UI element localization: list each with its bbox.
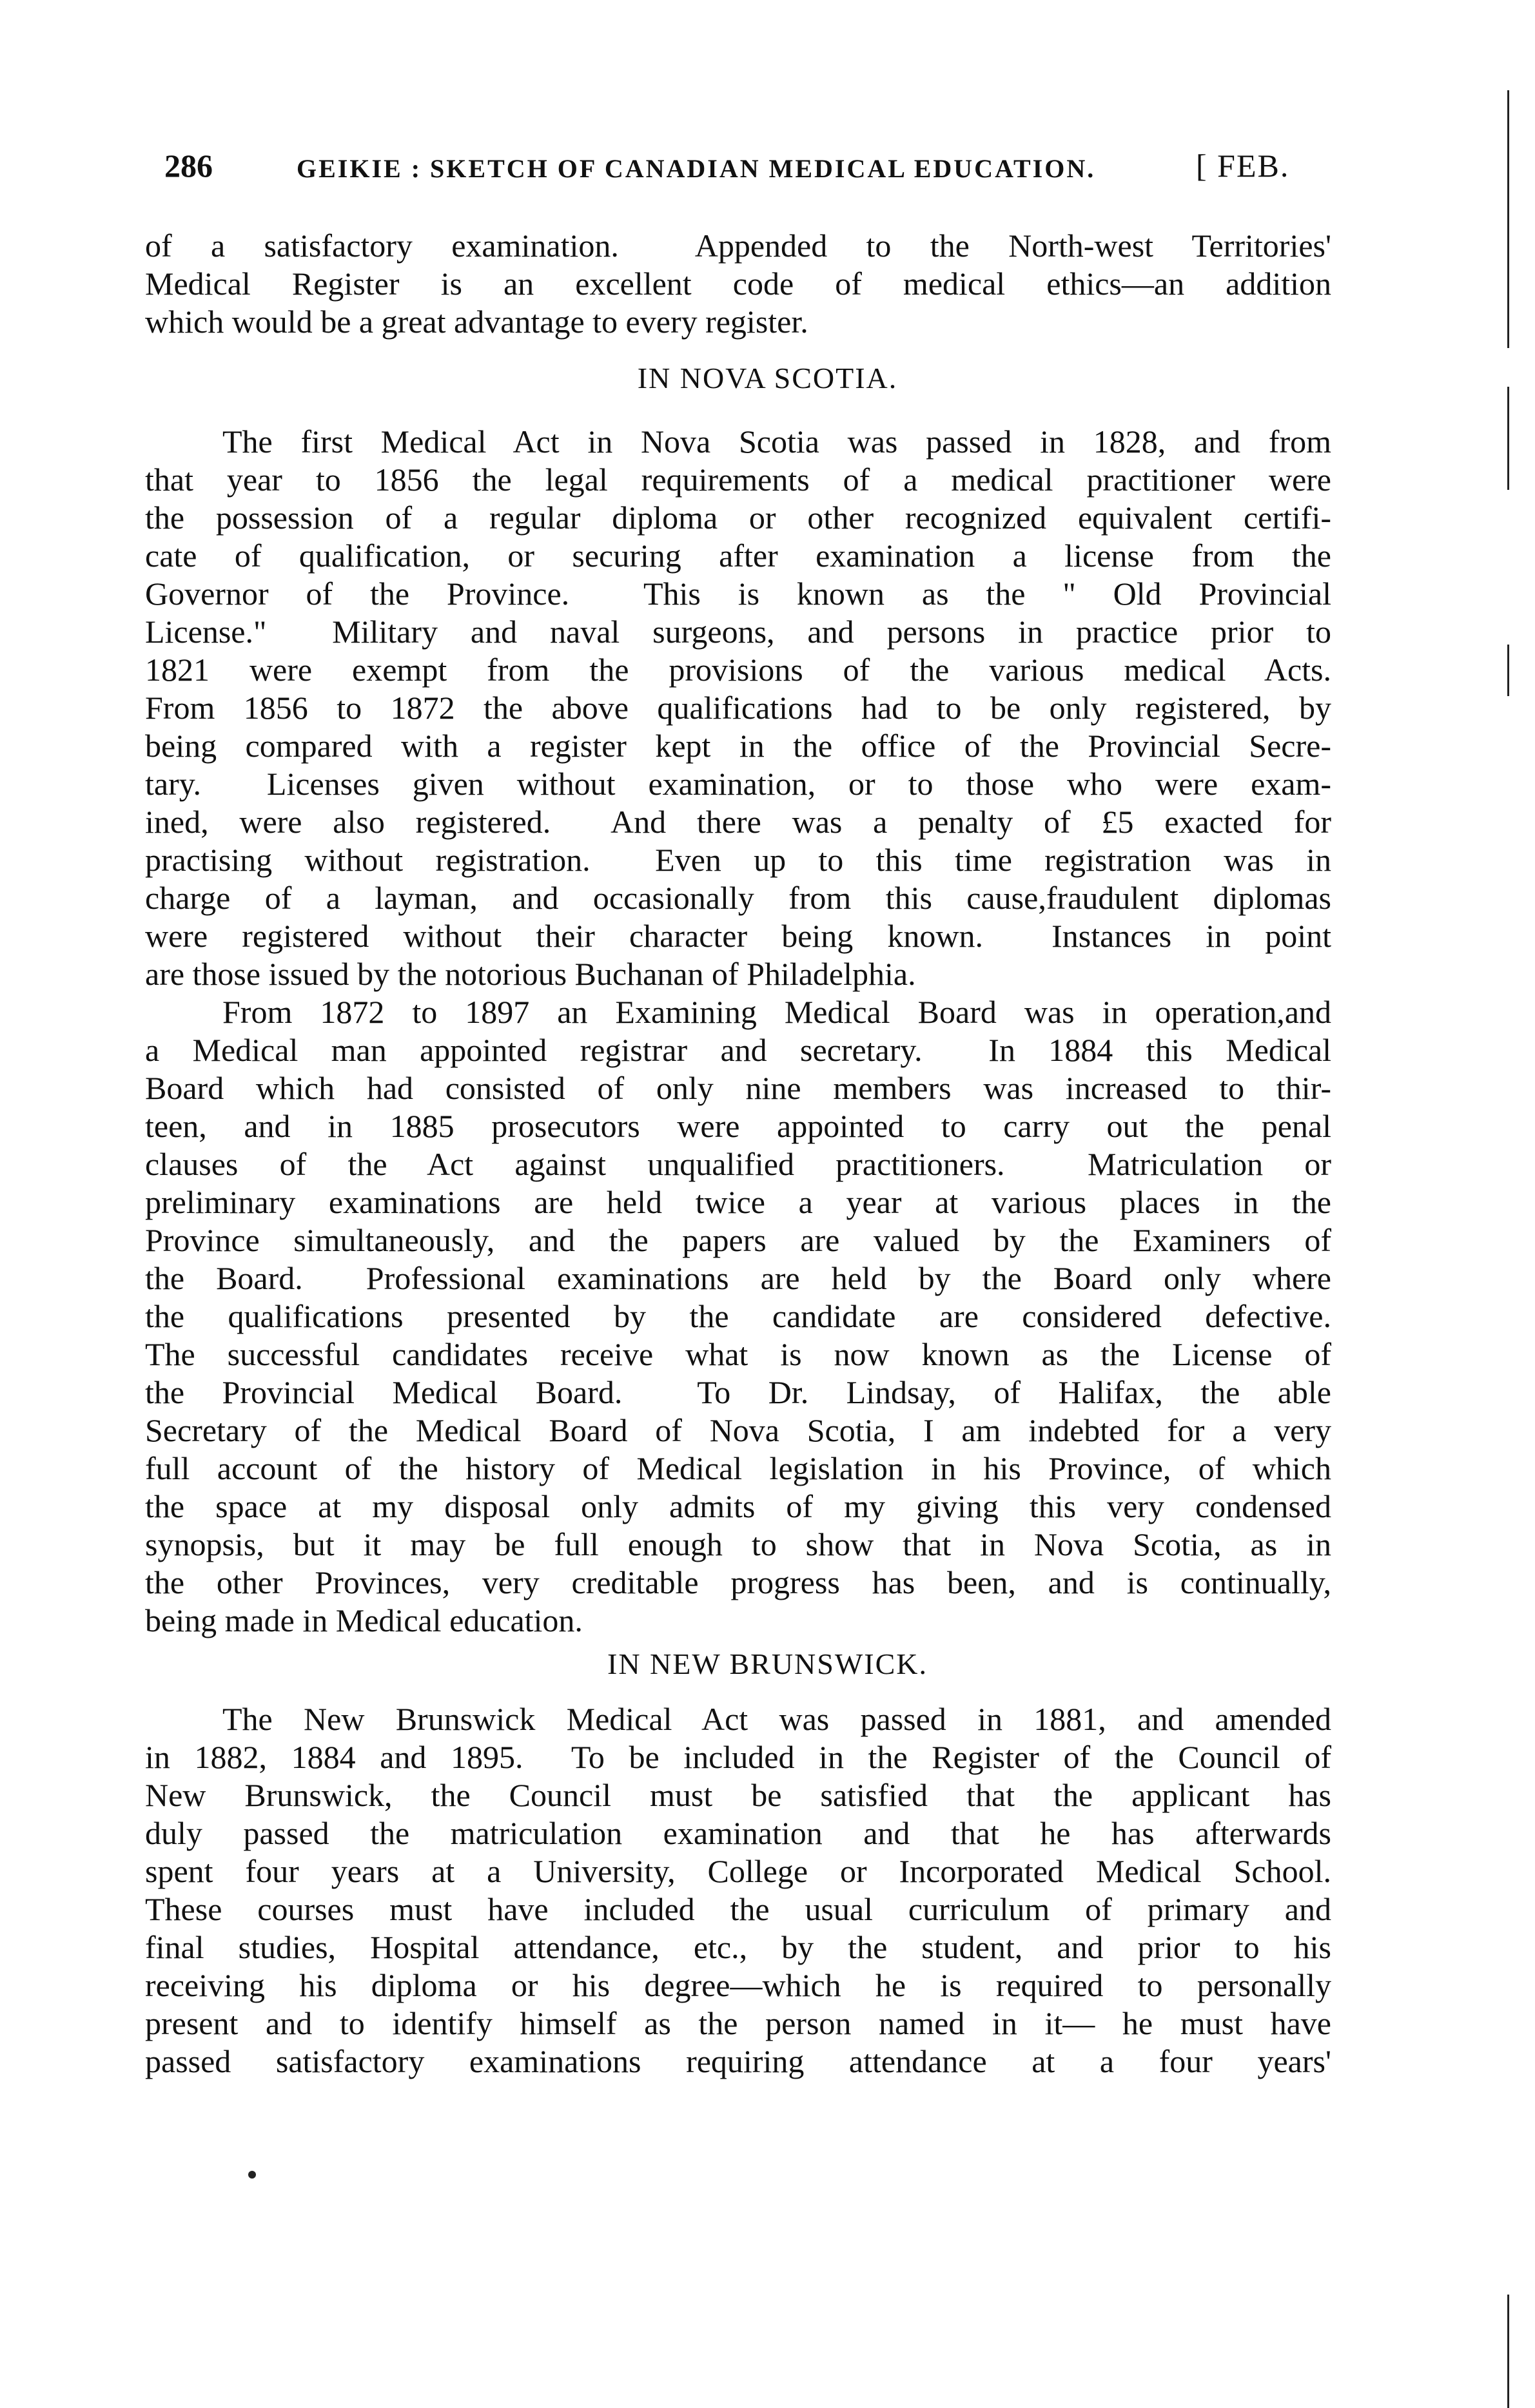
text-line: passed satisfactory examinations requiring attendance at a four years' <box>145 2043 1331 2079</box>
text-line: are those issued by the notorious Buchanan of Philadelphia. <box>145 956 916 992</box>
text-line: final studies, Hospital attendance, etc., by the student, and prior to his <box>145 1929 1331 1965</box>
text-line: which would be a great advantage to every register. <box>145 304 808 340</box>
text-line: ined, were also registered. And there was a penalty of £5 exacted for <box>145 804 1331 840</box>
text-line: cate of qualification, or securing after examination a license from the <box>145 538 1331 574</box>
text-line: present and to identify himself as the person named in it— he must have <box>145 2005 1331 2041</box>
scan-edge-line <box>1507 645 1509 696</box>
text-line: The New Brunswick Medical Act was passed in 1881, and amended <box>222 1701 1331 1737</box>
text-line: clauses of the Act against unqualified practitioners. Matriculation or <box>145 1146 1331 1182</box>
text-line: tary. Licenses given without examination, or to those who were exam- <box>145 766 1331 802</box>
text-line: teen, and in 1885 prosecutors were appointed to carry out the penal <box>145 1108 1331 1144</box>
text-line: From 1872 to 1897 an Examining Medical Board was in operation,and <box>222 994 1331 1030</box>
scan-edge-line <box>1507 90 1509 348</box>
text-line: synopsis, but it may be full enough to show that in Nova Scotia, as in <box>145 1526 1331 1562</box>
text-line: Board which had consisted of only nine members was increased to thir- <box>145 1070 1331 1106</box>
text-line: The successful candidates receive what is now known as the License of <box>145 1336 1331 1372</box>
text-line: a Medical man appointed registrar and secretary. In 1884 this Medical <box>145 1032 1331 1068</box>
opening-paragraph <box>145 227 1331 341</box>
text-line: 1821 were exempt from the provisions of the various medical Acts. <box>145 652 1331 688</box>
running-head <box>164 147 1325 199</box>
text-line: were registered without their character being known. Instances in point <box>145 918 1331 954</box>
text-line: the other Provinces, very creditable progress has been, and is continually, <box>145 1564 1331 1600</box>
text-line: New Brunswick, the Council must be satisfied that the applicant has <box>145 1777 1331 1813</box>
new-brunswick-paragraph-1 <box>145 1700 1331 2081</box>
text-line: of a satisfactory examination. Appended to the North-west Territories' <box>145 228 1331 264</box>
text-line: preliminary examinations are held twice a year at various places in the <box>145 1184 1331 1220</box>
scan-edge-line <box>1507 387 1509 490</box>
text-line: in 1882, 1884 and 1895. To be included in the Register of the Council of <box>145 1739 1331 1775</box>
scan-edge-line <box>1507 2295 1509 2408</box>
page-number: 286 <box>164 148 213 184</box>
section-heading-nova-scotia: IN NOVA SCOTIA. <box>637 362 898 394</box>
text-line: being made in Medical education. <box>145 1602 583 1638</box>
text-line: the qualifications presented by the candidate are considered defective. <box>145 1298 1331 1334</box>
text-line: charge of a layman, and occasionally from this cause,fraudulent diplomas <box>145 880 1331 916</box>
text-line: Governor of the Province. This is known as the " Old Provincial <box>145 576 1331 612</box>
section-heading-new-brunswick: IN NEW BRUNSWICK. <box>607 1647 928 1680</box>
text-line: practising without registration. Even up to this time registration was in <box>145 842 1331 878</box>
text-line: License." Military and naval surgeons, and persons in practice prior to <box>145 614 1331 650</box>
scan-speck <box>248 2171 256 2179</box>
text-line: the Provincial Medical Board. To Dr. Lindsay, of Halifax, the able <box>145 1374 1331 1410</box>
text-line: full account of the history of Medical legislation in his Province, of which <box>145 1450 1331 1486</box>
text-line: the possession of a regular diploma or other recognized equivalent certifi- <box>145 500 1331 536</box>
text-line: Province simultaneously, and the papers are valued by the Examiners of <box>145 1222 1331 1258</box>
text-line: receiving his diploma or his degree—which he is required to personally <box>145 1967 1331 2003</box>
nova-scotia-paragraph-2 <box>145 993 1331 1640</box>
text-line: Secretary of the Medical Board of Nova Scotia, I am indebted for a very <box>145 1412 1331 1448</box>
text-line: the Board. Professional examinations are held by the Board only where <box>145 1260 1331 1296</box>
text-line: spent four years at a University, College or Incorporated Medical School. <box>145 1853 1331 1889</box>
text-line: the space at my disposal only admits of my giving this very condensed <box>145 1488 1331 1524</box>
text-line: These courses must have included the usual curriculum of primary and <box>145 1891 1331 1927</box>
running-month: [ FEB. <box>1196 148 1290 184</box>
text-line: that year to 1856 the legal requirements of a medical practitioner were <box>145 461 1331 498</box>
text-line: Medical Register is an excellent code of medical ethics—an addition <box>145 266 1331 302</box>
nova-scotia-paragraph-1 <box>145 423 1331 993</box>
text-line: From 1856 to 1872 the above qualifications had to be only registered, by <box>145 690 1331 726</box>
text-line: being compared with a register kept in the office of the Provincial Secre- <box>145 728 1331 764</box>
running-title: GEIKIE : SKETCH OF CANADIAN MEDICAL EDUCATION. <box>297 154 1096 183</box>
text-line: duly passed the matriculation examination and that he has afterwards <box>145 1815 1331 1851</box>
text-line: The first Medical Act in Nova Scotia was passed in 1828, and from <box>222 423 1331 460</box>
